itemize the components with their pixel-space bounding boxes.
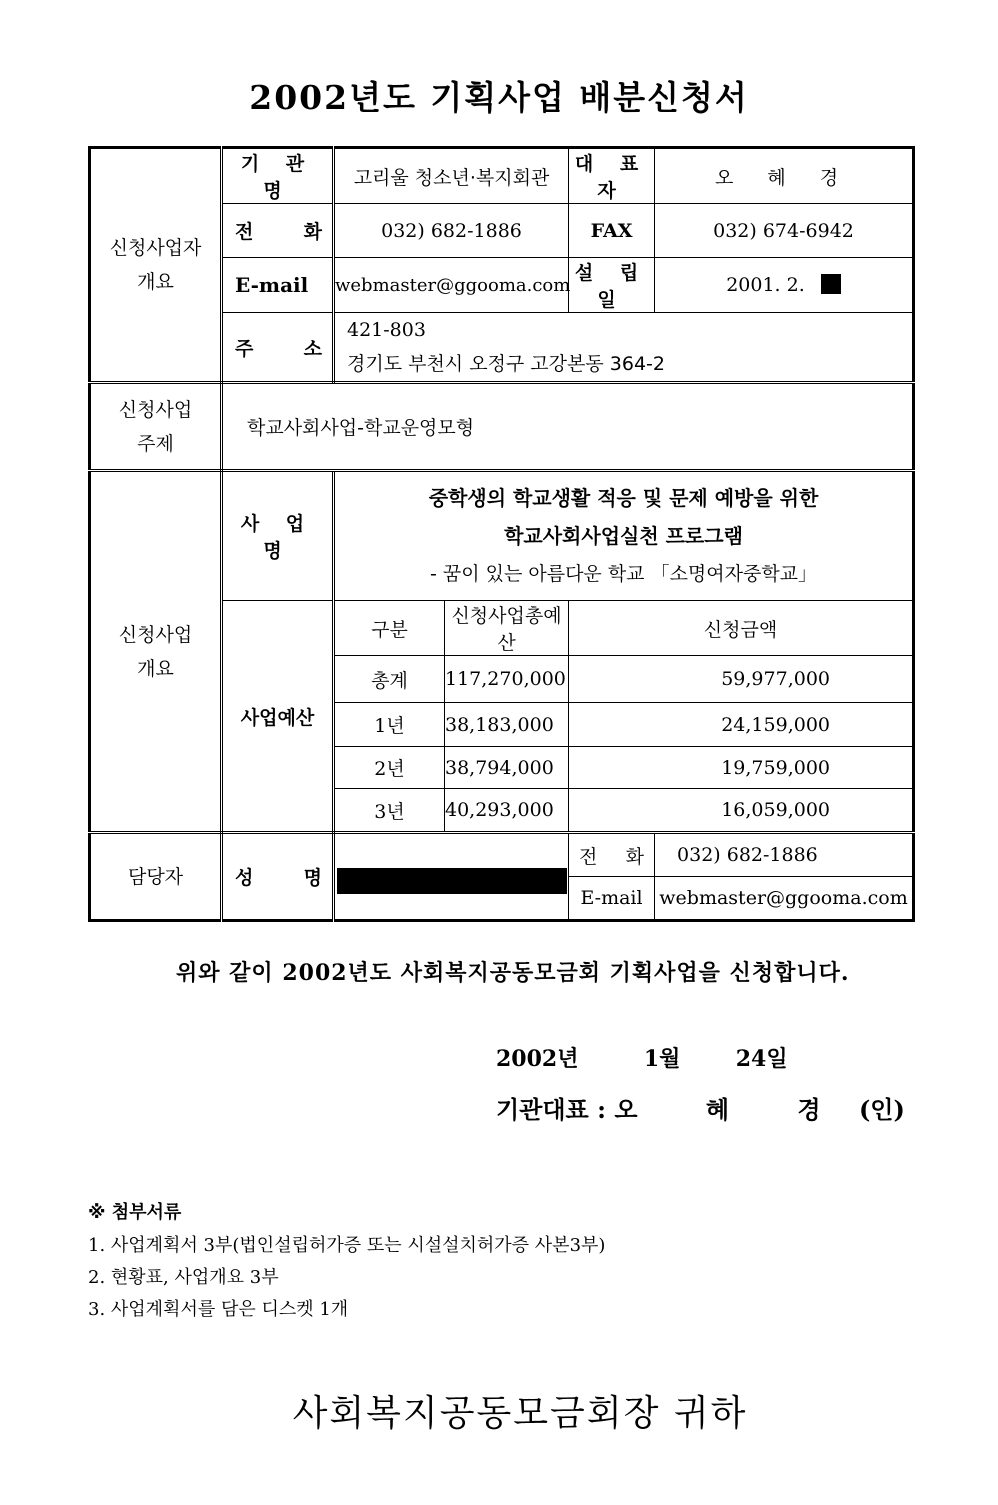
- budget-header-request: 신청금액: [569, 601, 914, 656]
- budget-item: 총계: [334, 656, 445, 703]
- budget-item: 3년: [334, 789, 445, 833]
- budget-total: 38,794,000: [445, 747, 569, 789]
- contact-email-value: webmaster@ggooma.com: [655, 877, 914, 921]
- representative-value: 오 혜 경: [655, 148, 914, 204]
- contact-phone-label: 전 화: [569, 833, 655, 877]
- signature-label: 기관대표 :: [496, 1095, 606, 1124]
- phone-label: 전 화: [222, 204, 334, 258]
- signature-line: [496, 1090, 905, 1125]
- page-title: 2002년도 기획사업 배분신청서: [249, 78, 749, 117]
- established-value: 2001. 2.: [655, 258, 914, 313]
- fax-label: FAX: [569, 204, 655, 258]
- address-label: 주 소: [222, 313, 334, 383]
- contact-name-value: [334, 833, 569, 921]
- application-date: [496, 1042, 788, 1073]
- program-name-value: 중학생의 학교생활 적응 및 문제 예방을 위한 학교사회사업실천 프로그램 - 꿈이 있는 아름다운 학교 「소명여자중학교」: [334, 471, 914, 601]
- date-year: 2002년: [496, 1046, 579, 1072]
- org-name-label: 기 관 명: [222, 148, 334, 204]
- contact-name-label: 성 명: [222, 833, 334, 921]
- budget-item: 2년: [334, 747, 445, 789]
- theme-value: 학교사회사업-학교운영모형: [222, 383, 914, 471]
- application-statement: 위와 같이 2002년도 사회복지공동모금회 기획사업을 신청합니다.: [176, 960, 850, 986]
- address-value: 421-803 경기도 부천시 오정구 고강본동 364-2: [334, 313, 914, 383]
- attachment-item: 2. 현황표, 사업개요 3부: [88, 1267, 279, 1288]
- email-label: E-mail: [222, 258, 334, 313]
- date-month: 1월: [643, 1046, 681, 1072]
- attachment-item: 3. 사업계획서를 담은 디스켓 1개: [88, 1299, 349, 1320]
- phone-value: 032) 682-1886: [334, 204, 569, 258]
- representative-label: 대 표 자: [569, 148, 655, 204]
- budget-request: 59,977,000: [569, 656, 914, 703]
- budget-request: 19,759,000: [569, 747, 914, 789]
- budget-header-item: 구분: [334, 601, 445, 656]
- contact-email-label: E-mail: [569, 877, 655, 921]
- budget-label: 사업예산: [222, 601, 334, 833]
- budget-item: 1년: [334, 703, 445, 747]
- overview-section-label: 신청사업 개요: [90, 471, 222, 833]
- established-label: 설 립 일: [569, 258, 655, 313]
- budget-total: 40,293,000: [445, 789, 569, 833]
- applicant-section-label: 신청사업자 개요: [90, 148, 222, 383]
- addressee-footer: 사회복지공동모금회장 귀하: [292, 1393, 748, 1434]
- attachment-item: 1. 사업계획서 3부(법인설립허가증 또는 시설설치허가증 사본3부): [88, 1235, 606, 1256]
- application-form-table: [88, 146, 915, 922]
- contact-section-label: 담당자: [90, 833, 222, 921]
- budget-request: 16,059,000: [569, 789, 914, 833]
- budget-header-total: 신청사업총예산: [445, 601, 569, 656]
- budget-total: 117,270,000: [445, 656, 569, 703]
- fax-value: 032) 674-6942: [655, 204, 914, 258]
- signature-name: 오 혜 경: [614, 1095, 851, 1124]
- org-name-value: 고리울 청소년·복지회관: [334, 148, 569, 204]
- budget-total: 38,183,000: [445, 703, 569, 747]
- signature-seal: (인): [858, 1095, 905, 1124]
- budget-request: 24,159,000: [569, 703, 914, 747]
- contact-phone-value: 032) 682-1886: [655, 833, 914, 877]
- theme-section-label: 신청사업 주제: [90, 383, 222, 471]
- date-day: 24일: [735, 1046, 788, 1072]
- program-name-label: 사 업 명: [222, 471, 334, 601]
- email-value: webmaster@ggooma.com: [334, 258, 569, 313]
- redaction-block: [821, 274, 841, 294]
- attachments-title: ※ 첨부서류: [88, 1202, 182, 1223]
- redaction-block: [337, 868, 567, 894]
